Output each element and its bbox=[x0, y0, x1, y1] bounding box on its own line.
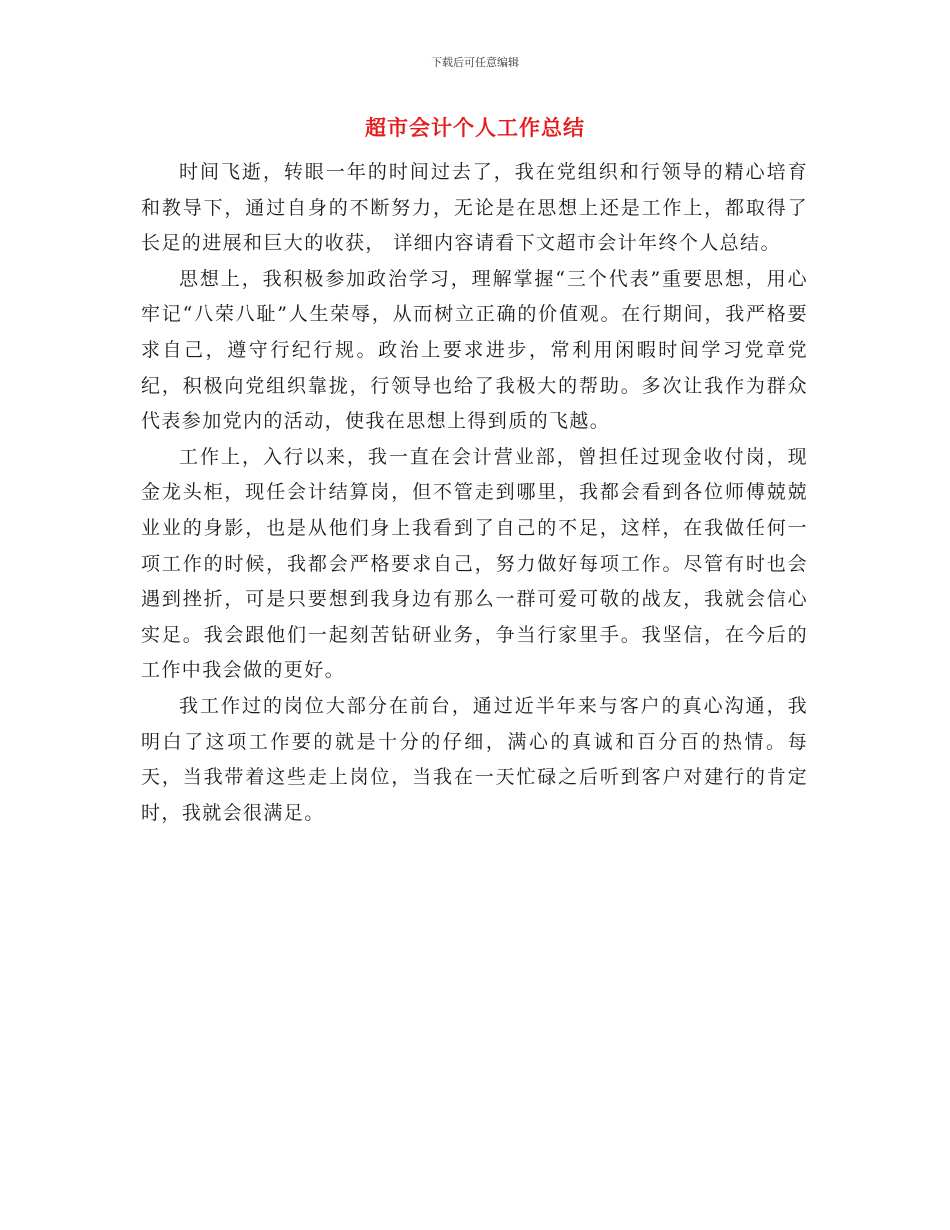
paragraph-intro: 时间飞逝，转眼一年的时间过去了，我在党组织和行领导的精心培育和教导下，通过自身的不断努力，无论是在思想上还是工作上，都取得了长足的进展和巨大的收获， 详细内容请看下文超市会计年终个人总结。 bbox=[141, 161, 808, 255]
paragraph-customer-service: 我工作过的岗位大部分在前台，通过近半年来与客户的真心沟通，我明白了这项工作要的就是十分的仔细，满心的真诚和百分百的热情。每天，当我带着这些走上岗位，当我在一天忙碌之后听到客户对建行的肯定时，我就会很满足。 bbox=[141, 694, 808, 824]
paragraph-work: 工作上，入行以来，我一直在会计营业部，曾担任过现金收付岗，现金龙头柜，现任会计结算岗，但不管走到哪里，我都会看到各位师傅兢兢业业的身影，也是从他们身上我看到了自己的不足，这样，在我做任何一项工作的时候，我都会严格要求自己，努力做好每项工作。尽管有时也会遇到挫折，可是只要想到我身边有那么一群可爱可敬的战友，我就会信心实足。我会跟他们一起刻苦钻研业务，争当行家里手。我坚信，在今后的工作中我会做的更好。 bbox=[141, 445, 808, 682]
document-title: 超市会计个人工作总结 bbox=[365, 116, 585, 140]
paragraph-ideology: 思想上，我积极参加政治学习，理解掌握“三个代表”重要思想，用心牢记“八荣八耻”人生荣辱，从而树立正确的价值观。在行期间，我严格要求自己，遵守行纪行规。政治上要求进步，常利用闲暇时间学习党章党纪，积极向党组织靠拢，行领导也给了我极大的帮助。多次让我作为群众代表参加党内的活动，使我在思想上得到质的飞越。 bbox=[141, 267, 808, 433]
header-note: 下载后可任意编辑 bbox=[431, 56, 519, 69]
document-body bbox=[141, 155, 808, 831]
